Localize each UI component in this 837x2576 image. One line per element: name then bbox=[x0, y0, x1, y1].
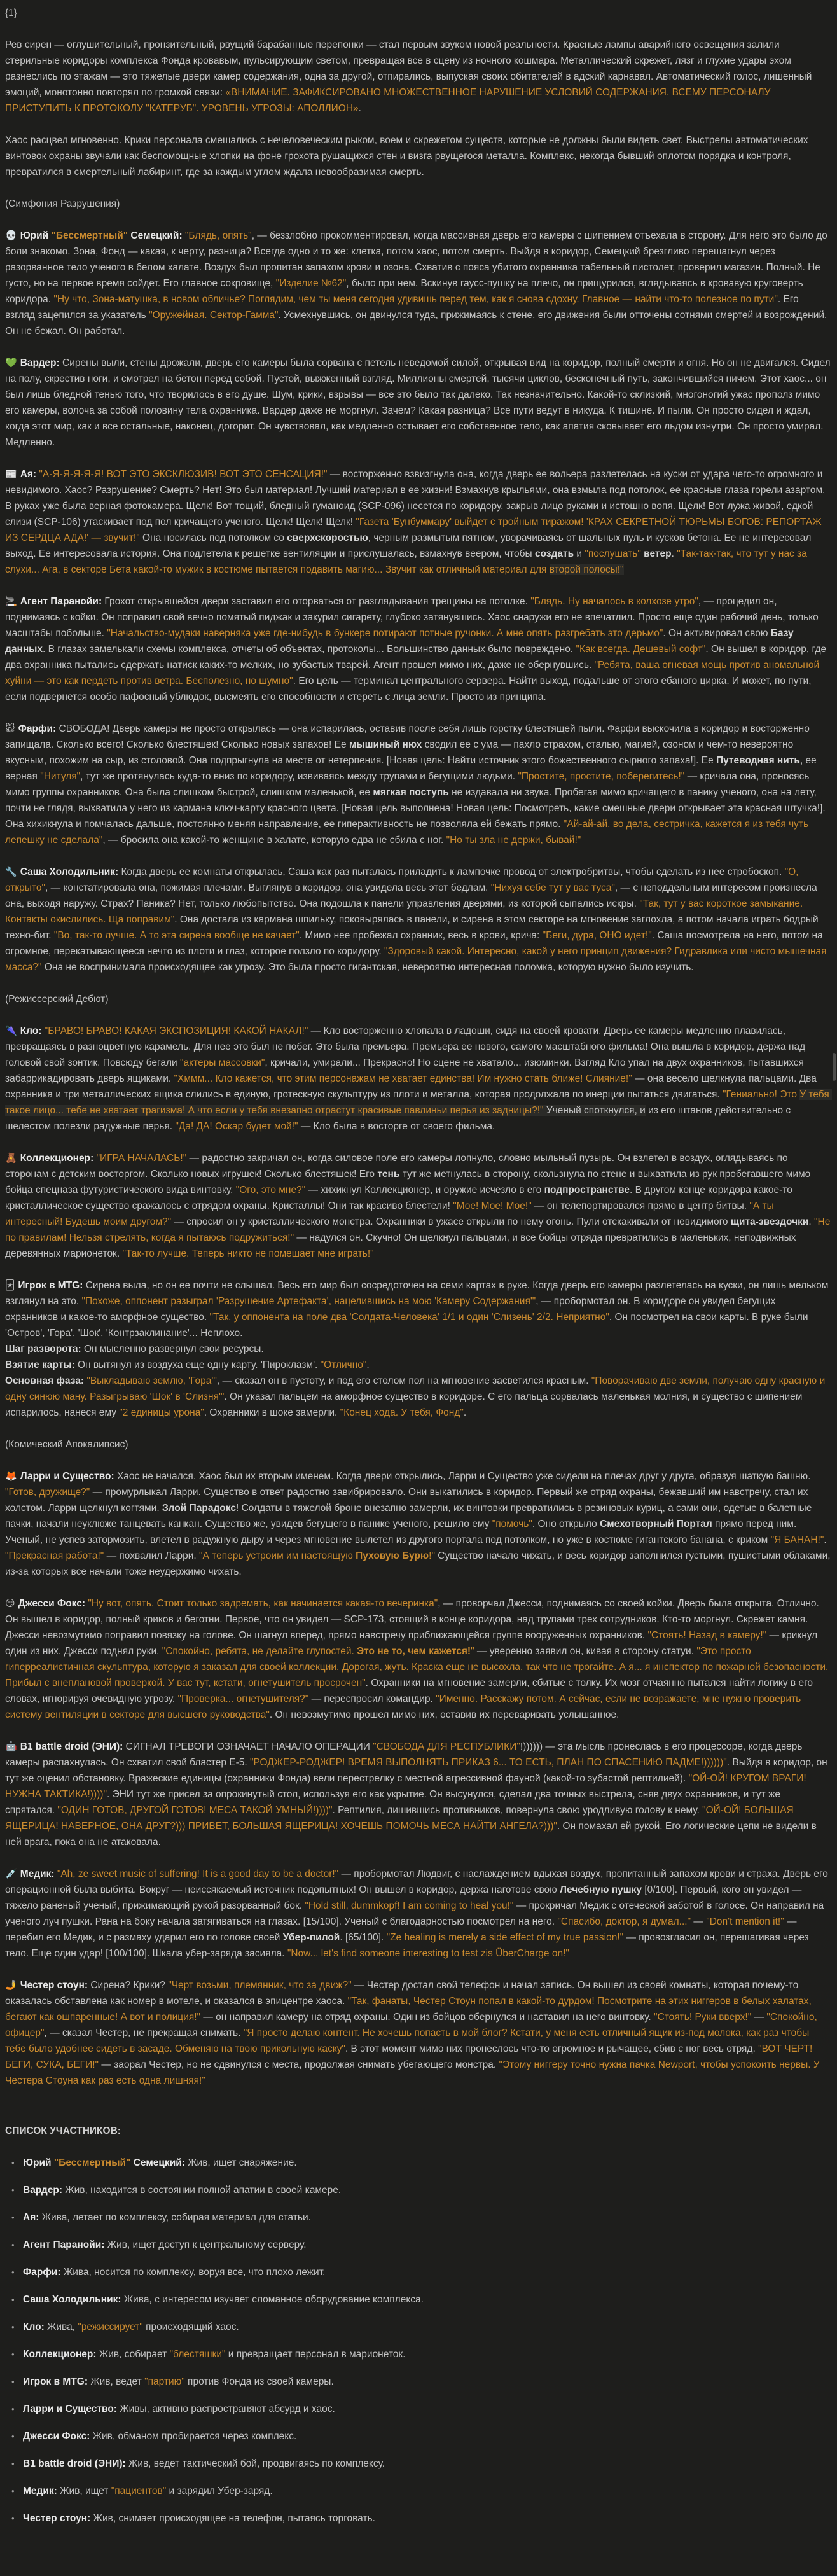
section-title-symphony bbox=[5, 196, 831, 212]
text-segment: Джесси Фокс: bbox=[18, 1598, 88, 1609]
text-segment: , кричали, умирали... Прекрасно! Но сцене не хватало... изюминки. Взгляд Кло упал на двух охранников, пытавшихся забаррикадировать дверь ящиками. bbox=[5, 1057, 807, 1084]
text-segment: "Этому ниггеру точно нужна пачка Newport, чтобы успокоить нервы. У Честера Стоуна как раз есть одна лишняя!" bbox=[5, 2059, 822, 2086]
text-segment: (Симфония Разрушения) bbox=[5, 198, 120, 209]
section-title-debut bbox=[5, 991, 831, 1007]
text-segment: Сирена выла, но он ее почти не слышал. Весь его мир был сосредоточен на семи картах в руке. Когда дверь его камеры разлетелась на куски, он лишь мельком взглянул на это. bbox=[5, 1280, 831, 1307]
text-segment: Семецкий: bbox=[130, 2157, 185, 2168]
text-segment: Ларри и Существо: bbox=[20, 1471, 117, 1482]
text-segment: Жива, носится по комплексу, воруя все, что плохо лежит. bbox=[60, 2267, 326, 2278]
text-segment: — крикнул один из них. Джесси поднял руки. bbox=[5, 1630, 820, 1657]
text-segment: Агент Паранойи: bbox=[20, 596, 105, 607]
text-segment: Фарфи: bbox=[23, 2267, 61, 2278]
text-segment: "СВОБОДА ДЛЯ РЕСПУБЛИКИ" bbox=[373, 1741, 520, 1752]
text-segment: "Так, фанаты, Честер Стоун попал в какой-то дурдом! Посмотрите на этих ниггеров в белых халатах, бегают как ошпаренные! А вот и полиция!" bbox=[5, 1996, 815, 2023]
mouse-icon: 🐭 bbox=[5, 723, 15, 734]
text-segment: Жива, летает по комплексу, собирая материал для статьи. bbox=[39, 2212, 311, 2223]
text-segment: Игрок в MTG: bbox=[18, 1280, 86, 1291]
swipe-counter: {1} bbox=[5, 8, 17, 18]
text-segment: второй полосы!" bbox=[549, 564, 624, 575]
text-segment: "Спасибо, доктор, я думал..." bbox=[557, 1916, 691, 1927]
character-jessie bbox=[5, 1596, 831, 1723]
text-segment: Когда дверь ее комнаты открылась, Саша как раз пыталась приладить к лампочке провод от электробритвы, чтобы сделать из нее стробоскоп. bbox=[121, 867, 785, 877]
character-agent-paranoia bbox=[5, 594, 831, 705]
character-medic bbox=[5, 1866, 831, 1961]
cigarette-icon: 🚬 bbox=[5, 596, 17, 607]
character-aya bbox=[5, 466, 831, 578]
text-segment: Коллекционер: bbox=[23, 2349, 97, 2360]
text-segment: "Бессмертный" bbox=[53, 2157, 131, 2168]
text-segment: Жив, находится в состоянии полной апатии в своей камере. bbox=[62, 2185, 342, 2196]
text-segment: мягкая поступь bbox=[373, 787, 449, 798]
text-segment: Сирены выли, стены дрожали, дверь его камеры была сорвана с петель неведомой силой, открывая вид на коридор, полный смерти и огня. Но он не двигался. Сидел на полу, скрестив ноги, и смотрел на бетон перед собой. Пустой, выжженный взгляд. Миллионы смертей, тысячи циклов, бесконечный путь, закончившийся ничем. Этот хаос... он был лишь бледной тенью того, что творилось в его душе. Шум, крики, взрывы — все это было так далеко. Так незначительно. Какой-то склизкий, многоногий ужас прополз мимо его камеры, волоча за собой половину тела охранника. Вардер даже не моргнул. Зачем? Какая разница? Все пути ведут в никуда. К тишине. И пыли. Он просто сидел и ждал, когда этот мир, как и все остальные, наконец, догорит. Он чувствовал, как медленно остывает его собственное тело, как апатия сковывает его льдом изнутри. Он просто умирал. Медленно. bbox=[5, 358, 833, 448]
text-segment: . Оно открыло bbox=[532, 1519, 600, 1529]
smirking-face-icon: 😏 bbox=[5, 1598, 15, 1609]
text-segment: Саша Холодильник: bbox=[23, 2294, 121, 2305]
text-segment: мышиный нюх bbox=[349, 739, 422, 750]
text-segment: "Хммм... Кло кажется, что этим персонажам не хватает единства! Им нужно стать ближе! Слияние!" bbox=[174, 1073, 632, 1084]
text-segment: подпространстве bbox=[544, 1185, 630, 1195]
playing-card-icon: 🃏 bbox=[5, 1280, 15, 1291]
text-segment: . bbox=[808, 1216, 815, 1227]
text-segment: , тут же протянулась куда-то вниз по коридору, извиваясь между трупами и бегущими людьми. bbox=[80, 771, 518, 782]
text-segment: и bbox=[574, 548, 585, 559]
text-segment: "2 единицы урона" bbox=[119, 1407, 204, 1418]
character-sasha bbox=[5, 864, 831, 975]
text-segment: — спросил он у кристаллического монстра. Охранники в ужасе открыли по нему огонь. Пули отскакивали от невидимого bbox=[171, 1216, 731, 1227]
text-segment: , ее верная bbox=[5, 755, 820, 782]
text-segment: "Now... let's find someone interesting to test zis ÜberCharge on!" bbox=[287, 1948, 569, 1959]
participant-item bbox=[23, 2374, 831, 2390]
text-segment: Саша Холодильник: bbox=[20, 867, 121, 877]
text-segment: "Черт возьми, племянник, что за движ?" bbox=[168, 1980, 352, 1991]
text-segment: . Усмехнувшись, он двинулся туда, прижимаясь к стене, его движения были отточены сотнями смертей и возрождений. Он не бежал. Он работал. bbox=[5, 310, 830, 337]
text-segment: "Простите, простите, поберегитесь!" bbox=[518, 771, 685, 782]
text-segment: Путеводная нить bbox=[716, 755, 800, 766]
text-segment: . В глазах замелькали схемы комплекса, отчеты об объектах, протоколы... Большинство данных было повреждено. bbox=[43, 644, 576, 655]
text-segment: "Готов, дружище?" bbox=[5, 1487, 90, 1498]
text-segment: . bbox=[824, 1535, 829, 1545]
text-segment: Игрок в MTG: bbox=[23, 2376, 88, 2387]
text-segment: — переспросил командир. bbox=[308, 1694, 436, 1704]
text-segment: и зарядил Убер-заряд. bbox=[166, 2486, 273, 2496]
text-segment: Ая: bbox=[20, 469, 39, 480]
character-varder bbox=[5, 355, 831, 450]
text-segment: — она весело щелкнула пальцами. Два охранника и три металлических ящика слились в единую, гротескную скульптуру из плоти и металла, которая продолжала по инерции пытаться двигаться. bbox=[5, 1073, 820, 1100]
text-segment: Честер стоун: bbox=[23, 2513, 91, 2524]
text-segment: . Охранники в шоке замерли. bbox=[204, 1407, 340, 1418]
text-segment: Он мысленно развернул свои ресурсы. bbox=[83, 1344, 264, 1354]
text-segment: Пуховую Бурю bbox=[356, 1550, 429, 1561]
text-segment: — пробормотал Людвиг, с наслаждением вдыхая воздух, пропитанный запахом крови и страха. Дверь его операционной была выбита. Вокруг — неиссякаемый источник подопытных! Он вышел в коридор, держа наготове свою bbox=[5, 1869, 831, 1895]
text-segment: "Ну что, Зона-матушка, в новом обличье? Поглядим, чем ты меня сегодня удивишь перед тем, как я снова сдохну. Главное — найти что-то полезное по пути" bbox=[53, 294, 778, 305]
text-segment: Юрий bbox=[20, 230, 52, 241]
participant-item bbox=[23, 2510, 831, 2526]
text-segment: Агент Паранойи: bbox=[23, 2239, 105, 2250]
text-segment: "Стоять! Назад в камеру!" bbox=[647, 1630, 767, 1641]
text-segment: "партию" bbox=[144, 2376, 185, 2387]
text-segment: — Честер достал свой телефон и начал запись. Он вышел из своей комнаты, которая почему-то оказалась обставлена как номер в мотеле, и оказался в эпицентре хаоса. bbox=[5, 1980, 801, 2007]
text-segment: Жив, собирает bbox=[96, 2349, 170, 2360]
text-segment: "Я БАНАН!" bbox=[770, 1535, 824, 1545]
text-segment: Семецкий: bbox=[128, 230, 185, 241]
text-segment: щита-звездочки bbox=[730, 1216, 809, 1227]
text-segment: «ВНИМАНИЕ. ЗАФИКСИРОВАНО МНОЖЕСТВЕННОЕ НАРУШЕНИЕ УСЛОВИЙ СОДЕРЖАНИЯ. ВСЕМУ ПЕРСОНАЛУ ПРИСТУПИТЬ К ПРОТОКОЛУ "КАТЕРУБ". УРОВЕНЬ УГРОЗЫ: АПОЛЛИОН» bbox=[5, 87, 773, 114]
skull-icon: 💀 bbox=[5, 230, 17, 241]
character-yuri bbox=[5, 228, 831, 339]
participant-item bbox=[23, 2456, 831, 2472]
participant-item bbox=[23, 2292, 831, 2308]
text-segment: — заорал Честер, но не сдвинулся с места, продолжая снимать убегающего монстра. bbox=[99, 2059, 499, 2070]
text-segment: "Я просто делаю контент. Не хочешь попасть в мой блог? Кстати, у меня есть отличный ящик из-под молока, как раз чтобы тебе было удобнее сидеть в засаде. Обменяю на твою прикольную каску" bbox=[5, 2028, 812, 2054]
character-collector bbox=[5, 1150, 831, 1262]
text-segment: , было при нем. Вскинув гаусс-пушку на плечо, он прищурился, вглядываясь в кровавую круговерть коридора. bbox=[5, 278, 806, 305]
text-segment: . Он невозмутимо прошел мимо них, оставив их переваривать услышанное. bbox=[269, 1709, 619, 1720]
text-segment: — он направил камеру на отряд охраны. Один из бойцов обернулся и наставил на него винтовку. bbox=[200, 2012, 654, 2023]
opening-narration bbox=[5, 37, 831, 116]
text-segment: — кричала она, проносясь мимо группы охранников. Она была слишком быстрой, слишком маленькой, ее bbox=[5, 771, 812, 798]
character-klo bbox=[5, 1023, 831, 1134]
text-segment: Ученый споткнулся, и bbox=[543, 1105, 646, 1116]
participant-item bbox=[23, 2319, 831, 2335]
text-segment: "О, открыто" bbox=[5, 867, 801, 893]
text-segment: Коллекционер: bbox=[20, 1153, 97, 1164]
text-segment: "Так-то лучше. Теперь никто не помешает мне играть!" bbox=[122, 1248, 374, 1259]
text-segment: . Мимо нее пробежал охранник, весь в крови, крича: bbox=[299, 930, 543, 941]
text-segment: Рев сирен — оглушительный, пронзительный, рвущий барабанные перепонки — стал первым звуком новой реальности. Красные лампы аварийного освещения залили стерильные коридоры комплекса Фонда кровавым, пульсирующим светом, превращая все в сцену из ночного кошмара. Металлический скрежет, лязг и глухие удары эхом разнеслись по этажам — это тяжелые двери камер содержания, одна за другой, отпирались, выпуская своих обитателей в адский карнавал. Автоматический голос, лишенный эмоций, монотонно повторял по громкой связи: bbox=[5, 39, 815, 98]
text-segment: — промурлыкал Ларри. Существо в ответ радостно завибрировало. Они выкатились в коридор. Первый же отряд охраны, бежавший им навстречу, стал их холстом. Ларри щелкнул когтями. bbox=[5, 1487, 811, 1514]
text-segment: Жив, ищет доступ к центральному серверу. bbox=[104, 2239, 307, 2250]
text-segment: [0/100]. Первый, кого он увидел — тяжело раненый ученый, прижимающий рукой разорванный бок. bbox=[5, 1884, 805, 1911]
text-segment: Ларри и Существо: bbox=[23, 2404, 117, 2414]
text-segment: , — констатировала она, пожимая плечами. Выглянув в коридор, она увидела весь этот бедлам. bbox=[45, 882, 491, 893]
text-segment: , — проворчал Джесси, поднимаясь со своей койки. Дверь была открыта. Отлично. Он вышел в коридор, полный криков и беготни. Первое, что он увидел — SCP-173, стоящий в конце коридора, над трупами трех сотрудников. Кто-то моргнул. Скрежет камня. Джесси невозмутимо поправил повязку на голове. Он шагнул вперед, прямо навстречу приближающейся группе вооруженных охранников. bbox=[5, 1598, 822, 1641]
text-segment: . В другом конце коридора какое-то кристаллическое существо сражалось с отрядом охраны. Кристаллы! Они так красиво блестели! bbox=[5, 1185, 796, 1211]
text-segment: Она не воспринимала происходящее как угрозу. Это была просто гигантская, невероятно интересная поломка, которую нужно было изучить. bbox=[41, 962, 694, 973]
text-segment: . ЭНИ тут же присел за опрокинутый стол, используя его как укрытие. Он высунулся, сделал два точных выстрела, сняв двух охранников, и тут же спрятался. bbox=[5, 1789, 784, 1816]
text-segment: "Изделие №62" bbox=[275, 278, 347, 289]
text-segment: Взятие карты: bbox=[5, 1360, 78, 1370]
text-segment: Фарфи: bbox=[18, 723, 59, 734]
text-segment: — перебил его Медик, и с размаху ударил его по голове своей bbox=[5, 1916, 799, 1943]
text-segment: прямо перед ним. Ученый, не успев затормозить, влетел в радужную дыру и через мгновение вылетел из другого портала под потолком, но уже в костюме гигантского банана, с криком bbox=[5, 1519, 799, 1545]
text-segment: "Нитуля" bbox=[40, 771, 81, 782]
participant-item bbox=[23, 2401, 831, 2417]
text-segment: "Так, у оппонента на поле два 'Солдата-Человека' 1/1 и один 'Слизень' 2/2. Неприятно" bbox=[209, 1312, 609, 1323]
text-segment: B1 battle droid (ЭНИ): bbox=[23, 2458, 126, 2469]
text-segment: У тебя такое лицо... тебе не хватает трагизма! А что если у тебя внезапно отрастут красивые павлиньи перья из задницы?!" bbox=[5, 1089, 833, 1116]
text-segment: Медик: bbox=[23, 2486, 57, 2496]
text-segment: "ОЙ-ОЙ! КРУГОМ ВРАГИ! НУЖНА ТАКТИКА!))))" bbox=[5, 1773, 810, 1800]
text-segment: — похвалил Ларри. bbox=[104, 1550, 200, 1561]
text-segment: СИГНАЛ ТРЕВОГИ ОЗНАЧАЕТ НАЧАЛО ОПЕРАЦИИ bbox=[125, 1741, 373, 1752]
text-segment: "ИГРА НАЧАЛАСЬ!" bbox=[96, 1153, 187, 1164]
text-segment: происходящий хаос. bbox=[142, 2322, 239, 2332]
wrench-icon: 🔧 bbox=[5, 867, 17, 877]
text-segment: (Комический Апокалипсис) bbox=[5, 1439, 128, 1450]
text-segment: !" bbox=[429, 1550, 435, 1561]
fox-icon: 🦊 bbox=[5, 1471, 17, 1482]
text-segment: Хаос расцвел мгновенно. Крики персонала смешались с нечеловеческим рыком, воем и скрежетом существ, которые не должны были видеть свет. Выстрелы автоматических винтовок охраны звучали как беспомощные хлопки на фоне грохота рушащихся стен и визга рвущегося металла. Комплекс, некогда бывший оплотом порядка и контроля, превратился в смертельный лабиринт, где за каждым углом ждала невообразимая смерть. bbox=[5, 135, 811, 178]
text-segment: Вардер: bbox=[23, 2185, 62, 2196]
text-segment: Честер стоун: bbox=[20, 1980, 91, 1991]
teddy-bear-icon: 🧸 bbox=[5, 1153, 17, 1164]
text-segment: . Охранники на мгновение замерли, сбитые с толку. Их мозг отчаянно пытался найти логику в его словах, игнорируя очевидную угрозу. bbox=[5, 1678, 816, 1704]
text-segment: . Он активировал свою bbox=[663, 628, 771, 639]
text-segment: "Как всегда. Дешевый софт" bbox=[576, 644, 706, 655]
text-segment: . Рептилия, лишившись противников, повернула свою уродливую голову к нему. bbox=[332, 1805, 703, 1816]
participant-item bbox=[23, 2182, 831, 2198]
participant-item bbox=[23, 2428, 831, 2444]
robot-icon: 🤖 bbox=[5, 1741, 17, 1752]
text-segment: , — сказал он в пустоту, и под его столом пол на мгновение засветился красным. bbox=[216, 1375, 591, 1386]
text-segment: — надулся он. Скучно! Он щелкнул пальцами, и все бойцы отряда превратились в маленьких, неподвижных деревянных марионеток. bbox=[5, 1232, 799, 1259]
text-segment: не издавала ни звука. Пробегая мимо кричащего в панику ученого, она на лету, почти не глядя, выхватила у него из кармана ключ-карту красного цвета. [Новая цель выполнена! Новая цель: Посмотреть, какие смешные двери открывает эта красная штучка!]. Она хихикнула и помчалась дальше, постоянно меняя направление, ее гиперактивность не позволяла ей бежать прямо. bbox=[5, 787, 829, 830]
text-segment: . Его взгляд зацепился за указатель bbox=[5, 294, 802, 321]
text-segment: (Режиссерский Дебют) bbox=[5, 994, 109, 1005]
participant-item bbox=[23, 2155, 831, 2171]
text-segment: "Начальство-мудаки наверняка уже где-нибудь в бункере потирают потные ручонки. А мне опять разгребать это дерьмо" bbox=[107, 628, 663, 639]
text-segment: "послушать" bbox=[585, 548, 641, 559]
text-segment: Жива, bbox=[44, 2322, 78, 2332]
text-segment: "Отлично" bbox=[320, 1360, 367, 1370]
text-segment: Хаос не начался. Хаос был их вторым именем. Когда двери открылись, Ларри и Существо уже сидели на плечах друг у друга, образуя шаткую башню. bbox=[116, 1471, 813, 1482]
text-segment: "помочь" bbox=[492, 1519, 532, 1529]
text-segment: "Поворачиваю две земли, получаю одну красную и одну синюю ману. Разыгрываю 'Шок' в 'Слизня'" bbox=[5, 1375, 828, 1402]
text-segment: "Ай-ай-ай, во дела, сестричка, кажется я из тебя чуть лепешку не сделала" bbox=[5, 819, 812, 846]
text-segment: "Ну вот, опять. Стоит только задремать, как начинается какая-то вечеринка" bbox=[88, 1598, 438, 1609]
text-segment: , — пробормотал он. В коридоре он увидел бегущих охранников и какое-то аморфное существо. bbox=[5, 1296, 778, 1323]
text-segment: , — процедил он, поднимаясь с койки. Он поправил свой вечно помятый пиджак и закурил сигарету, глубоко затянувшись. Хаос снаружи его не впечатлил. Просто еще один рабочий день, только масштабы побольше. bbox=[5, 596, 822, 639]
text-segment: . bbox=[671, 548, 677, 559]
text-segment: сводил ее с ума — пахло страхом, сталью, магией, озоном и чем-то невероятно вкусным, похожим на сыр, из столовой. Она подпрыгнула на месте от нетерпения. [Новая цель: Найти источник этого божественного сырного запаха!]. Ее bbox=[5, 739, 796, 766]
character-b1-droid bbox=[5, 1739, 831, 1850]
text-segment: Жив, ищет снаряжение. bbox=[184, 2157, 297, 2168]
text-segment: создать bbox=[534, 548, 574, 559]
text-segment: . [65/100]. bbox=[340, 1932, 387, 1943]
text-segment: , — бросила она какой-то женщине в халате, которую едва не сбила с ног. bbox=[102, 835, 446, 846]
text-segment: — bbox=[691, 1916, 707, 1927]
text-segment: — прокричал Медик с отеческой заботой в голосе. Он направил на ученого луч пушки. Рана на боку начала затягиваться на глазах. [15/100]. Ученый с благодарностью посмотрел на него. bbox=[5, 1900, 827, 1927]
text-segment: Кло: bbox=[20, 1026, 45, 1036]
text-segment: . bbox=[366, 1360, 370, 1370]
message-body bbox=[5, 37, 831, 2089]
text-segment: "актеры массовки" bbox=[179, 1057, 265, 1068]
text-segment: Джесси Фокс: bbox=[23, 2431, 90, 2442]
green-heart-icon: 💚 bbox=[5, 358, 17, 368]
participant-item bbox=[23, 2210, 831, 2225]
participant-item bbox=[23, 2237, 831, 2253]
text-segment: . Выйдя в коридор, он тут же оценил обстановку. Вражеские единицы (охранники Фонда) вели перестрелку с местной агрессивной фауной (какой-то зубастой рептилией). bbox=[5, 1757, 831, 1784]
text-segment: Лечебную пушку bbox=[560, 1884, 642, 1895]
participant-item bbox=[23, 2346, 831, 2362]
text-segment: тут же метнулась в сторону, скользнула по стене и выхватила из рук пробегавшего мимо бойца спецназа футуристического вида винтовку. bbox=[5, 1169, 813, 1195]
text-segment: "Бессмертный" bbox=[51, 230, 128, 241]
section-title-apocalypse bbox=[5, 1437, 831, 1452]
text-segment: "Ого, это мне?" bbox=[235, 1185, 306, 1195]
text-segment: тень bbox=[377, 1169, 400, 1180]
text-segment: "Во, так-то лучше. А то эта сирена вообще не качает" bbox=[53, 930, 300, 941]
text-segment: "Выкладываю землю, 'Гора'" bbox=[86, 1375, 217, 1386]
text-segment: , — сказал Честер, не прекращая снимать. bbox=[44, 2028, 244, 2038]
text-segment: "Ze healing is merely a side effect of my true passion!" bbox=[386, 1932, 624, 1943]
text-segment: Грохот открывшейся двери заставил его оторваться от разглядывания трещины на потолке. bbox=[104, 596, 531, 607]
text-segment: "пациентов" bbox=[111, 2486, 167, 2496]
text-segment: — Кло была в восторге от своего фильма. bbox=[298, 1121, 495, 1132]
text-segment: "Блядь. Ну началось в колхозе утро" bbox=[530, 596, 698, 607]
participant-item bbox=[23, 2264, 831, 2280]
text-segment: . bbox=[358, 103, 361, 114]
text-segment: Существо начало чихать, и весь коридор заполнился густыми, пушистыми облаками, из-за которых все начали тоже неудержимо чихать. bbox=[5, 1550, 833, 1577]
text-segment: — уверенно заявил он, кивая в сторону статуи. bbox=[474, 1646, 697, 1657]
text-segment: "Стоять! Руки вверх!" bbox=[654, 2012, 752, 2023]
text-segment: . Она достала из кармана шпильку, поковырялась в панели, и сирена в этом секторе на мгновение заглохла, а потом начала играть бодрый техно-бит. bbox=[5, 914, 821, 941]
text-segment: Жив, ведет тактический бой, продвигаясь по комплексу. bbox=[125, 2458, 385, 2469]
text-segment: . bbox=[463, 1407, 467, 1418]
text-segment: "Мое! Мое! Мое!" bbox=[453, 1201, 532, 1211]
text-segment: "Так-так-так, что тут у нас за слухи... Ага, в секторе Бета какой-то мужик в костюме пытается подавить магию... Звучит как отличный материал для bbox=[5, 548, 810, 575]
text-segment: Сирена? Крики? bbox=[90, 1980, 169, 1991]
text-segment: . Саша посмотрела на него, потом на огромное, перекатывающееся нечто из плоти и глаз, которое ползло по коридору. bbox=[5, 930, 826, 957]
text-segment: "Прекрасная работа!" bbox=[5, 1550, 104, 1561]
text-segment: "Но ты зла не держи, бывай!" bbox=[446, 835, 581, 846]
text-segment: "Именно. Расскажу потом. А сейчас, если не возражаете, мне нужно проверить систему вентиляции в секторе для высшего руководства" bbox=[5, 1694, 804, 1720]
text-segment: ! Солдаты в тяжелой броне внезапно замерли, их винтовки превратились в резиновых куриц, а сами они, одетые в балетные пачки, начали неуклюже танцевать канкан. Существо же, увидев бегущего в панике ученого, решило ему bbox=[5, 1503, 815, 1529]
text-segment: . Его цель — терминал центрального сервера. Найти выход, подальше от этого ебаного цирка. И может, по пути, если подвернется особо пафосный ублюдок, высмеять его способности и стереть с лица земли. Просто из принципа. bbox=[5, 676, 814, 702]
text-segment: "А теперь устроим им настоящую bbox=[199, 1550, 356, 1561]
text-segment: , — беззлобно прокомментировал, когда массивная дверь его камеры с шипением отъехала в сторону. Для него это было до боли знакомо. Зона, Фонд — какая, к черту, разница? Всегда одно и то же: клетка, потом хаос, потом смерть. Выйдя в коридор, Семецкий брезгливо перешагнул через разорванное тело ученого в белом халате. Воздух был пропитан запахом крови и озона. Схватив с пояса убитого охранника табельный пистолет, проверил магазин. Полный. Не густо, но на первое время сойдет. Его главное сокровище, bbox=[5, 230, 831, 289]
text-segment: . В этот момент мимо них пронеслось что-то огромное и рычащее, сбив с ног весь отряд. bbox=[345, 2043, 759, 2054]
text-segment: "Блядь, опять" bbox=[184, 230, 252, 241]
text-segment: "А-Я-Я-Я-Я-Я! ВОТ ЭТО ЭКСКЛЮЗИВ! ВОТ ЭТО СЕНСАЦИЯ!" bbox=[39, 469, 328, 480]
text-segment: "Конец хода. У тебя, Фонд" bbox=[340, 1407, 464, 1418]
text-segment: "Don't mention it!" bbox=[706, 1916, 784, 1927]
text-segment: Базу данных bbox=[5, 628, 796, 655]
text-segment: "Оружейная. Сектор-Гамма" bbox=[149, 310, 279, 321]
text-segment: Злой Парадокс bbox=[162, 1503, 236, 1514]
text-segment: — Кло восторженно хлопала в ладоши, сидя на своей кровати. Дверь ее камеры медленно плавилась, превращаясь в разноцветную карамель. Для нее это был не побег. Это была премьера. Премьера ее нового, самого масштабного фильма! Она вышла в коридор, держа над головой свой зонтик. Повсюду бегали bbox=[5, 1026, 808, 1068]
text-segment: сверхскоростью bbox=[287, 533, 368, 543]
text-segment: " bbox=[471, 1646, 474, 1657]
text-segment: "Здоровый какой. Интересно, какой у него принцип движения? Гидравлика или чисто мышечная масса?" bbox=[5, 946, 829, 973]
text-segment: Кло: bbox=[23, 2322, 45, 2332]
chaos-narration bbox=[5, 132, 831, 180]
text-segment: "Это просто гиперреалистичная скульптура, которую я заказал для своей коллекции. Дорогая, жуть. Краска еще не высохла, так что не трогайте. А я... я инспектор по пожарной безопасности. Прибыл с внеплановой проверкой. У вас тут, кстати, огнетушитель просрочен" bbox=[5, 1646, 831, 1688]
text-segment: Юрий bbox=[23, 2157, 54, 2168]
text-segment: "блестяшки" bbox=[169, 2349, 226, 2360]
newspaper-icon: 📰 bbox=[5, 469, 17, 480]
text-segment: — восторженно взвизгнула она, когда дверь ее вольера разлетелась на куски от удара чего-то огромного и невидимого. Хаос? Разрушение? Смерть? Нет! Это был материал! Лучший материал в ее жизни! Взмахнув крыльями, она взмыла под потолок, ее красные глаза горели азартом. В руках уже была верная фотокамера. Щелк! Вот тощий, бледный гуманоид (SCP-096) несется по коридору, закрыв лицо руками и истошно вопя. Щелк! Вот лужа живой, едкой слизи (SCP-106) утаскивает под пол кричащего ученого. Щелк! Щелк! Щелк! bbox=[5, 469, 828, 527]
text-segment: ветер bbox=[640, 548, 672, 559]
text-segment: Смехотворный Портал bbox=[600, 1519, 712, 1529]
participants-header: СПИСОК УЧАСТНИКОВ: bbox=[5, 2126, 121, 2136]
text-segment: "Спокойно, ребята, не делайте глупостей. bbox=[162, 1646, 357, 1657]
text-segment: Жива, с интересом изучает сломанное оборудование комплекса. bbox=[121, 2294, 424, 2305]
text-segment: "Нихуя себе тут у вас туса" bbox=[490, 882, 615, 893]
text-segment: "ОЙ-ОЙ! БОЛЬШАЯ ЯЩЕРИЦА! НАВЕРНОЕ, ОНА ДРУГ?))) ПРИВЕТ, БОЛЬШАЯ ЯЩЕРИЦА! ХОЧЕШЬ ПОМОЧЬ МЕСА НАЙТИ АНГЕЛА?)))" bbox=[5, 1805, 797, 1832]
text-segment: , — с неподдельным интересом произнесла она, выходя наружу. Страх? Паника? Нет, только любопытство. Она подошла к панели управления дверями, из которой сыпались искры. bbox=[5, 882, 820, 909]
text-segment: Она носилась под потолком со bbox=[139, 533, 287, 543]
character-larry bbox=[5, 1468, 831, 1580]
text-segment: "Газета 'Бунбуммару' выйдет с тройным тиражом! 'КРАХ СЕКРЕТНОЙ ТЮРЬМЫ БОГОВ: РЕПОРТАЖ ИЗ СЕРДЦА АДА!' — звучит!" bbox=[5, 517, 824, 543]
text-segment: , черным размытым пятном, уворачиваясь от шальных пуль и кусков бетона. Ее не интересовал выход. Ее интересовала история. Она подлетела к решетке вентиляции и прислушалась, взмахнув веером, чтобы bbox=[5, 533, 814, 559]
text-segment: "РОДЖЕР-РОДЖЕР! ВРЕМЯ ВЫПОЛНЯТЬ ПРИКАЗ 6... ТО ЕСТЬ, ПЛАН ПО СПАСЕНИЮ ПАДМЕ!))))))" bbox=[249, 1757, 727, 1768]
umbrella-icon: 🌂 bbox=[5, 1026, 17, 1036]
text-segment: — он телепортировался прямо в центр битвы. bbox=[531, 1201, 750, 1211]
syringe-icon: 💉 bbox=[5, 1869, 17, 1879]
text-segment: Жив, снимает происходящее на телефон, пытаясь торговать. bbox=[90, 2513, 375, 2524]
text-segment: . Он указал пальцем на аморфное существо в коридоре. С его пальца сорвалась маленькая молния, и существо с шипением испарилось, нанеся ему bbox=[5, 1391, 805, 1418]
character-mtg-player bbox=[5, 1278, 831, 1421]
text-segment: — провозгласил он, перешагивая через тело. Еще один удар! [100/100]. Шкала убер-заряда засияла. bbox=[5, 1932, 812, 1959]
text-segment: B1 battle droid (ЭНИ): bbox=[20, 1741, 126, 1752]
text-segment: Живы, активно распространяют абсурд и хаос. bbox=[116, 2404, 335, 2414]
text-segment: "Гениально! Это bbox=[723, 1089, 800, 1100]
text-segment: "Не по правилам! Нельзя стрелять, когда я пытаюсь подружиться!" bbox=[5, 1216, 833, 1243]
text-segment: "А ты интересный! Будешь моим другом?" bbox=[5, 1201, 777, 1227]
text-segment: Вардер: bbox=[20, 358, 62, 368]
text-segment: — хихикнул Коллекционер, и оружие исчезло в его bbox=[305, 1185, 544, 1195]
text-segment: Он вытянул из воздуха еще одну карту. 'Пироклазм'. bbox=[77, 1360, 321, 1370]
text-segment: — bbox=[751, 2012, 767, 2023]
text-segment: . Он вышел в коридор, где два охранника пытались сдержать натиск каких-то мелких, но зубастых тварей. Агент прошел мимо них, даже не обернувшись. bbox=[5, 644, 829, 671]
text-segment: "БРАВО! БРАВО! КАКАЯ ЭКСПОЗИЦИЯ! КАКОЙ НАКАЛ!" bbox=[44, 1026, 308, 1036]
text-segment: Основная фаза: bbox=[5, 1375, 87, 1386]
text-segment: "Проверка... огнетушителя?" bbox=[177, 1694, 309, 1704]
text-segment: !)))))) — эта мысль пронеслась в его процессоре, когда дверь камеры распахнулась. Он схватил свой бластер E-5. bbox=[5, 1741, 805, 1768]
text-segment: Ая: bbox=[23, 2212, 39, 2223]
selfie-icon: 🤳 bbox=[5, 1980, 17, 1991]
character-farfi bbox=[5, 721, 831, 848]
text-segment: "Так, тут у вас короткое замыкание. Контакты окислились. Ща поправим" bbox=[5, 898, 806, 925]
text-segment: "Да! ДА! Оскар будет мой!" bbox=[175, 1121, 298, 1132]
scrollbar-thumb[interactable] bbox=[833, 1053, 836, 1081]
text-segment: Это не то, чем кажется! bbox=[357, 1646, 471, 1657]
text-segment: Убер-пилой bbox=[282, 1932, 340, 1943]
text-segment: "ВОТ ЧЕРТ! БЕГИ, СУКА, БЕГИ!" bbox=[5, 2043, 815, 2070]
participant-item bbox=[23, 2483, 831, 2499]
text-segment: "ОДИН ГОТОВ, ДРУГОЙ ГОТОВ! МЕСА ТАКОЙ УМНЫЙ!))))" bbox=[57, 1805, 333, 1816]
participants-list bbox=[5, 2155, 831, 2526]
text-segment: "Спокойно, офицер" bbox=[5, 2012, 820, 2038]
text-segment: Жив, обманом пробирается через комплекс. bbox=[90, 2431, 297, 2442]
text-segment: . Он помахал ей рукой. Его логические цепи не видели в ней врага, пока она не атаковала. bbox=[5, 1821, 820, 1848]
text-segment: Жив, ищет bbox=[57, 2486, 111, 2496]
text-segment: — радостно закричал он, когда силовое поле его камеры лопнуло, словно мыльный пузырь. Он взлетел в воздух, оглядываясь по сторонам с детским восторгом. Сколько новых игрушек! Сколько блестяшек! Его bbox=[5, 1153, 791, 1180]
text-segment: Шаг разворота: bbox=[5, 1344, 84, 1354]
text-segment: "Похоже, оппонент разыграл 'Разрушение Артефакта', нацелившись на мою 'Камеру Содержания'" bbox=[81, 1296, 536, 1307]
text-segment: Жив, ведет bbox=[88, 2376, 145, 2387]
text-segment: СВОБОДА! Дверь камеры не просто открылась — она испарилась, оставив после себя лишь горстку блестящей пыли. Фарфи выскочила в коридор и восторженно запищала. Сколько всего! Сколько блестяшек! Сколько новых запахов! Ее bbox=[5, 723, 813, 750]
text-segment: "Hold still, dummkopf! I am coming to heal you!" bbox=[305, 1900, 514, 1911]
text-segment: . Он посмотрел на свои карты. В руке были 'Остров', 'Гора', 'Шок', 'Контрзаклинание'... Неплохо. bbox=[5, 1312, 811, 1339]
text-segment: и превращает персонал в марионеток. bbox=[225, 2349, 406, 2360]
text-segment: "Беги, дура, ОНО идет!" bbox=[542, 930, 652, 941]
text-segment: "Ребята, ваша огневая мощь против аномальной хуйни — это как пердеть против ветра. Бесполезно, но шумно" bbox=[5, 660, 822, 686]
text-segment: Медик: bbox=[20, 1869, 57, 1879]
text-segment: "Ah, ze sweet music of suffering! It is a good day to be a doctor!" bbox=[57, 1869, 339, 1879]
text-segment: "режиссирует" bbox=[78, 2322, 143, 2332]
text-segment: против Фонда из своей камеры. bbox=[184, 2376, 334, 2387]
character-chester bbox=[5, 1977, 831, 2089]
text-segment: из его штанов действительно с шелестом полезли радужные перья. bbox=[5, 1105, 794, 1132]
